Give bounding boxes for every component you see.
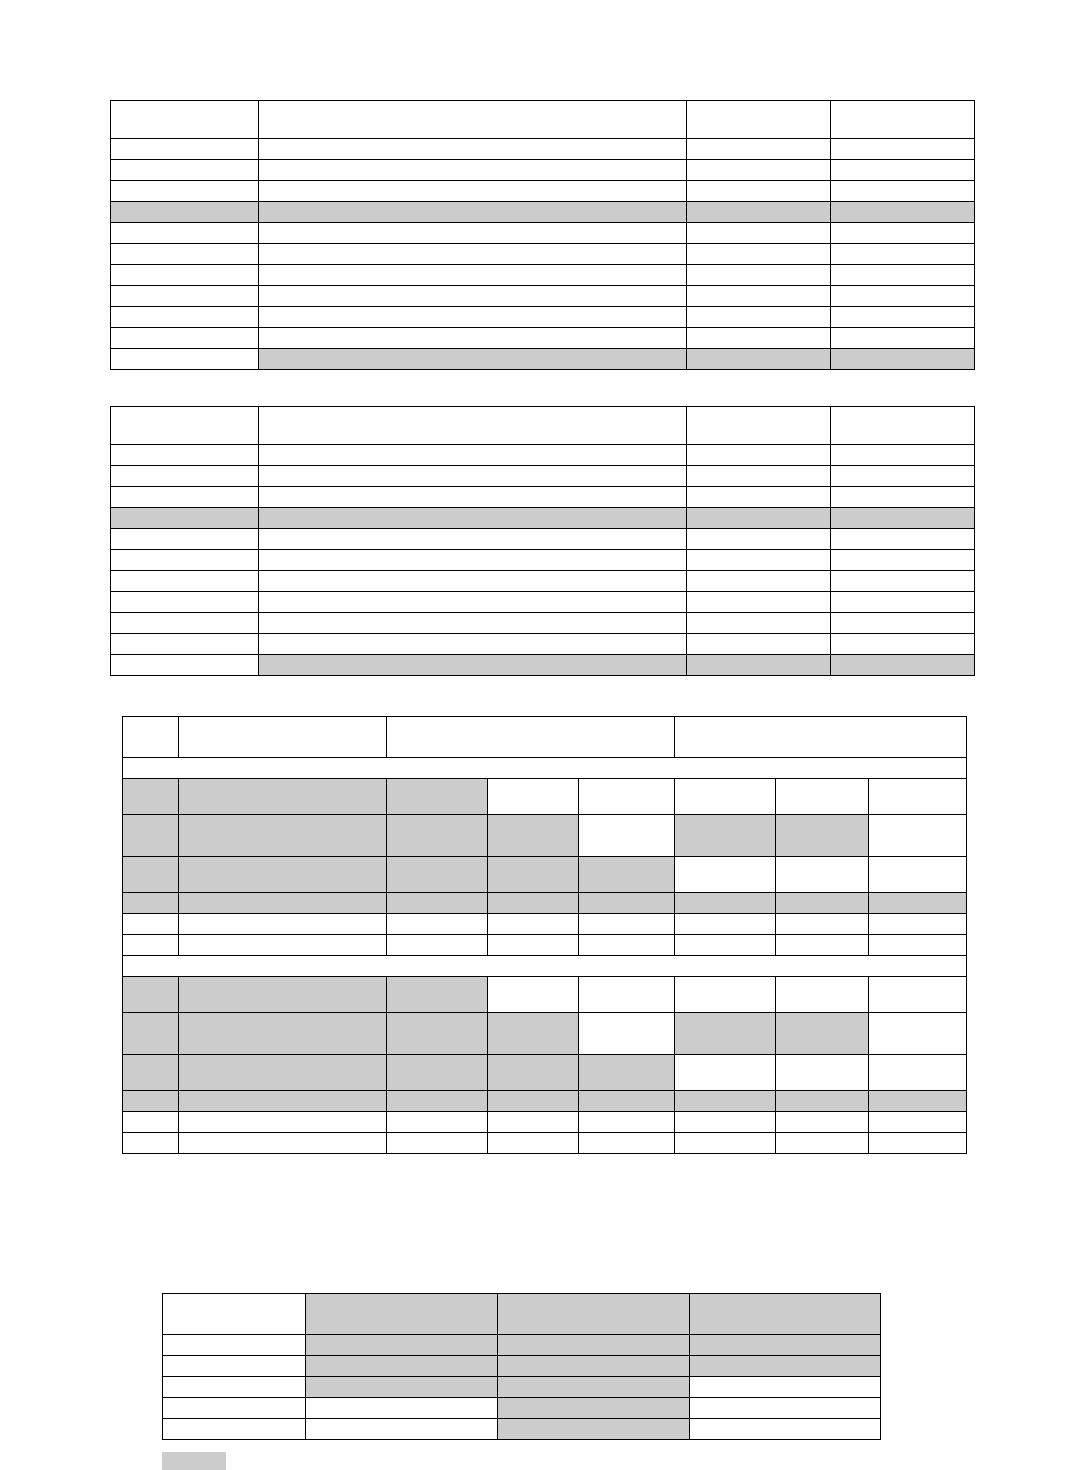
table-cell [111,349,259,370]
shaded-cell [306,1377,498,1398]
table-cell [831,571,975,592]
table-row [123,1013,967,1055]
table-cell [259,634,687,655]
table-cell [488,935,579,956]
table-total-row [111,655,975,676]
table-cell [687,265,831,286]
shaded-cell [488,893,579,914]
shaded-cell [498,1377,690,1398]
table-row [111,286,975,307]
table-cell [869,1133,967,1154]
table-cell [259,529,687,550]
shaded-cell [306,1356,498,1377]
table-cell [179,1133,387,1154]
table-cell [111,223,259,244]
table-cell [675,1133,776,1154]
table-cell [123,758,967,779]
shaded-cell [111,202,259,223]
table-row [163,1419,881,1440]
shaded-cell [387,893,488,914]
table-cell [831,286,975,307]
shaded-cell [690,1356,881,1377]
table-row [111,139,975,160]
table-cell [111,139,259,160]
table-cell [163,1335,306,1356]
table-cell [831,328,975,349]
table-row [123,935,967,956]
table-cell [869,1055,967,1091]
shaded-cell [675,815,776,857]
table-row [111,445,975,466]
table-cell [687,244,831,265]
table-cell [831,550,975,571]
table-row [111,328,975,349]
shaded-cell [687,508,831,529]
shaded-cell [387,1091,488,1112]
table-row [111,244,975,265]
shaded-cell [488,1091,579,1112]
table-cell [123,956,967,977]
table-cell [488,914,579,935]
shaded-cell [498,1356,690,1377]
table-cell [123,935,179,956]
table-cell [387,914,488,935]
table-cell [776,857,869,893]
shaded-cell [179,779,387,815]
table-cell [111,265,259,286]
shaded-cell [179,1091,387,1112]
table-cell [163,1356,306,1377]
shaded-cell [179,893,387,914]
table-row [111,487,975,508]
table-row [163,1377,881,1398]
shaded-cell [675,1091,776,1112]
table-cell [687,634,831,655]
table-cell [123,717,179,758]
table-header-row [111,407,975,445]
shaded-cell [579,857,675,893]
table-cell [163,1398,306,1419]
table-cell [579,815,675,857]
table-4 [162,1293,881,1440]
table-cell [687,466,831,487]
table-cell [687,160,831,181]
table-cell [259,244,687,265]
section-row [123,758,967,779]
shaded-cell [306,1294,498,1335]
shaded-cell [123,815,179,857]
shaded-cell [259,508,687,529]
table-cell [259,181,687,202]
table-row [123,815,967,857]
table-row [163,1356,881,1377]
table-cell [123,1133,179,1154]
legend-swatch [162,1452,226,1470]
shaded-cell [387,779,488,815]
table-cell [675,1112,776,1133]
table-cell [579,779,675,815]
table-row-shaded [111,202,975,223]
shaded-cell [579,1091,675,1112]
table-cell [111,244,259,265]
table-cell [687,613,831,634]
table-cell [259,286,687,307]
shaded-cell [387,977,488,1013]
table-cell [259,328,687,349]
table-cell [831,487,975,508]
shaded-cell [123,1055,179,1091]
table-cell [675,779,776,815]
table-cell [111,181,259,202]
table-row [111,529,975,550]
table-cell [579,977,675,1013]
table-total-row [111,349,975,370]
table-row [123,977,967,1013]
shaded-cell [387,1055,488,1091]
table-cell [869,1013,967,1055]
table-row-shaded [123,893,967,914]
table-cell [111,286,259,307]
table-cell [687,407,831,445]
table-cell [123,914,179,935]
shaded-cell [831,202,975,223]
table-cell [163,1294,306,1335]
shaded-cell [123,1091,179,1112]
table-3 [122,716,967,1154]
table-row [123,857,967,893]
table-cell [687,139,831,160]
table-cell [831,466,975,487]
table-cell [675,717,967,758]
table-cell [579,1112,675,1133]
table-row [123,1112,967,1133]
table-row [111,223,975,244]
table-cell [259,445,687,466]
table-cell [776,1133,869,1154]
shaded-cell [488,815,579,857]
table-cell [831,181,975,202]
table-cell [687,529,831,550]
table-row [111,181,975,202]
table-row [111,592,975,613]
shaded-cell [306,1335,498,1356]
table-cell [869,779,967,815]
table-header-row [123,717,967,758]
table-cell [259,160,687,181]
table-cell [776,1055,869,1091]
table-cell [869,977,967,1013]
shaded-cell [498,1398,690,1419]
table-cell [259,265,687,286]
shaded-cell [776,893,869,914]
table-cell [259,101,687,139]
table-cell [179,914,387,935]
shaded-cell [123,1013,179,1055]
table-cell [111,487,259,508]
shaded-cell [869,1091,967,1112]
table-cell [579,1133,675,1154]
table-cell [579,935,675,956]
table-cell [831,307,975,328]
table-cell [831,634,975,655]
table-cell [259,407,687,445]
table-row [111,613,975,634]
table-cell [687,181,831,202]
shaded-cell [776,1013,869,1055]
table-row [111,634,975,655]
table-cell [163,1419,306,1440]
shaded-cell [776,815,869,857]
table-cell [579,914,675,935]
table-row [123,1055,967,1091]
table-cell [687,286,831,307]
table-cell [690,1419,881,1440]
table-cell [111,634,259,655]
table-cell [776,779,869,815]
table-cell [831,101,975,139]
shaded-cell [387,857,488,893]
shaded-cell [675,893,776,914]
shaded-cell [387,1013,488,1055]
table-cell [111,550,259,571]
shaded-cell [259,349,687,370]
table-cell [831,223,975,244]
shaded-cell [488,857,579,893]
table-cell [675,857,776,893]
table-1 [110,100,975,370]
shaded-cell [579,1055,675,1091]
shaded-cell [488,1055,579,1091]
table-cell [111,407,259,445]
table-cell [675,1055,776,1091]
shaded-cell [579,893,675,914]
table-cell [687,487,831,508]
table-cell [111,328,259,349]
shaded-cell [179,1055,387,1091]
table-cell [687,101,831,139]
table-cell [687,307,831,328]
table-cell [831,244,975,265]
table-row [123,1133,967,1154]
table-row [111,307,975,328]
table-cell [687,328,831,349]
shaded-cell [123,977,179,1013]
table-row [111,466,975,487]
shaded-cell [831,508,975,529]
table-cell [111,613,259,634]
table-cell [831,407,975,445]
table-cell [675,935,776,956]
table-cell [869,815,967,857]
table-cell [831,160,975,181]
table-cell [387,1112,488,1133]
table-cell [179,717,387,758]
table-cell [869,935,967,956]
table-cell [387,717,675,758]
shaded-cell [498,1335,690,1356]
shaded-cell [869,893,967,914]
table-cell [306,1419,498,1440]
table-row [111,571,975,592]
table-cell [488,1133,579,1154]
table-cell [259,571,687,592]
shaded-cell [831,655,975,676]
table-cell [831,592,975,613]
table-cell [111,571,259,592]
section-row [123,956,967,977]
table-cell [831,265,975,286]
table-cell [259,307,687,328]
table-cell [690,1377,881,1398]
table-cell [687,592,831,613]
table-cell [111,160,259,181]
shaded-cell [498,1294,690,1335]
table-cell [259,466,687,487]
table-cell [776,914,869,935]
shaded-cell [111,508,259,529]
table-cell [111,101,259,139]
shaded-cell [831,349,975,370]
table-cell [776,935,869,956]
table-cell [259,550,687,571]
table-cell [259,139,687,160]
table-row [123,914,967,935]
shaded-cell [690,1294,881,1335]
table-cell [869,857,967,893]
table-cell [111,466,259,487]
shaded-cell [123,779,179,815]
table-row-shaded [111,508,975,529]
shaded-cell [498,1419,690,1440]
shaded-cell [690,1335,881,1356]
shaded-cell [179,815,387,857]
table-cell [179,1112,387,1133]
table-row-shaded [123,1091,967,1112]
table-cell [387,1133,488,1154]
shaded-cell [687,655,831,676]
shaded-cell [123,893,179,914]
table-cell [488,1112,579,1133]
shaded-cell [675,1013,776,1055]
table-cell [111,592,259,613]
table-cell [488,977,579,1013]
table-cell [776,1112,869,1133]
shaded-cell [179,857,387,893]
table-row [163,1398,881,1419]
table-cell [387,935,488,956]
shaded-cell [179,1013,387,1055]
table-cell [690,1398,881,1419]
table-cell [579,1013,675,1055]
table-cell [687,223,831,244]
table-cell [111,529,259,550]
shaded-cell [387,815,488,857]
table-cell [831,529,975,550]
table-cell [776,977,869,1013]
table-row [111,265,975,286]
table-cell [831,613,975,634]
table-cell [675,977,776,1013]
table-cell [123,1112,179,1133]
table-row [111,550,975,571]
table-cell [111,307,259,328]
table-cell [259,613,687,634]
table-cell [488,779,579,815]
table-header-row [163,1294,881,1335]
shaded-cell [687,349,831,370]
shaded-cell [776,1091,869,1112]
table-cell [111,445,259,466]
table-cell [259,592,687,613]
table-cell [675,914,776,935]
table-cell [687,445,831,466]
table-row [163,1335,881,1356]
table-cell [259,487,687,508]
table-cell [831,445,975,466]
table-header-row [111,101,975,139]
shaded-cell [123,857,179,893]
table-cell [306,1398,498,1419]
table-cell [869,1112,967,1133]
table-cell [111,655,259,676]
table-cell [259,223,687,244]
table-row [111,160,975,181]
shaded-cell [488,1013,579,1055]
table-cell [179,935,387,956]
shaded-cell [259,202,687,223]
table-cell [869,914,967,935]
table-cell [831,139,975,160]
table-cell [687,571,831,592]
table-2 [110,406,975,676]
shaded-cell [687,202,831,223]
table-row [123,779,967,815]
shaded-cell [179,977,387,1013]
table-cell [687,550,831,571]
table-cell [163,1377,306,1398]
shaded-cell [259,655,687,676]
